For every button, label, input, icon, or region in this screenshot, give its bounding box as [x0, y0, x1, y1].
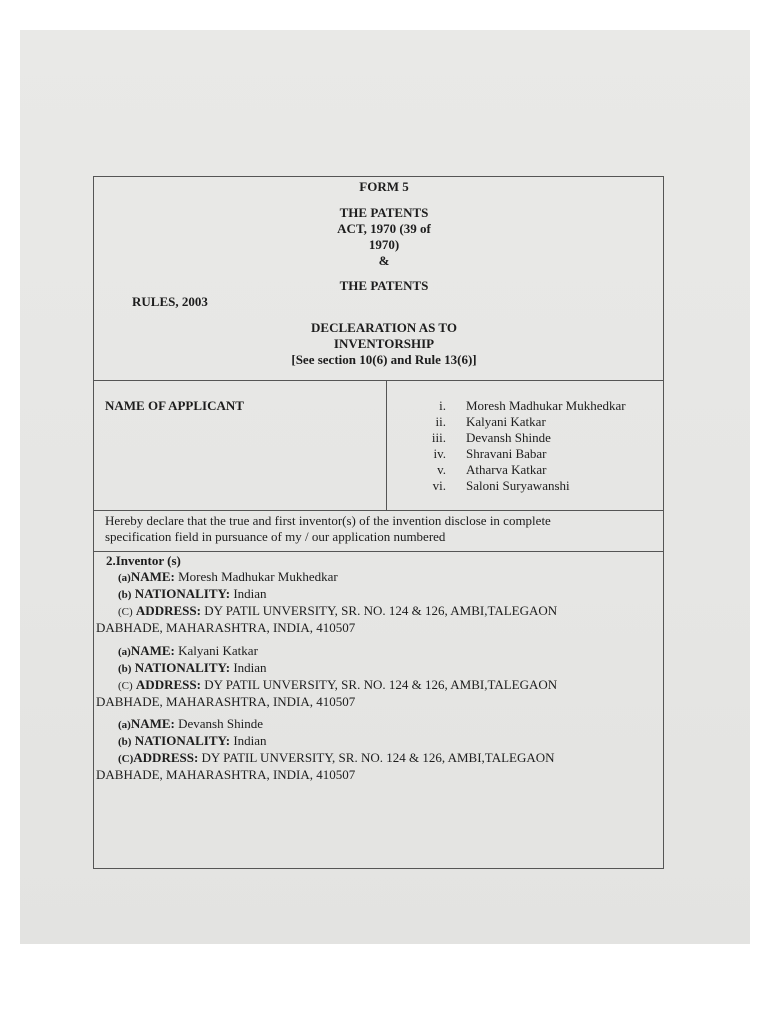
ampersand: & — [378, 253, 390, 268]
declaration-title-line2: INVENTORSHIP — [333, 336, 435, 351]
nationality-prefix: (b) — [118, 589, 132, 601]
inventor-nationality: Indian — [233, 733, 267, 748]
applicant-number: i. — [439, 398, 446, 413]
applicant-number: vi. — [432, 478, 446, 493]
applicant-name-row — [416, 478, 656, 494]
inventor-nationality: Indian — [233, 586, 267, 601]
inventor-block — [96, 716, 555, 782]
applicant-name: Shravani Babar — [466, 446, 547, 461]
applicant-name-row — [416, 430, 656, 446]
inventor-name: Moresh Madhukar Mukhedkar — [178, 569, 338, 584]
patent-form — [93, 176, 664, 869]
address-prefix: (C) — [118, 753, 134, 765]
form-number: FORM 5 — [359, 179, 409, 194]
address-label: ADDRESS: — [135, 603, 201, 618]
nationality-prefix: (b) — [118, 663, 132, 675]
inventors-heading: 2.Inventor (s) — [106, 553, 181, 568]
applicant-number: iv. — [433, 446, 446, 461]
act-title-line3: 1970) — [368, 237, 400, 252]
column-divider — [386, 380, 387, 510]
applicant-number: ii. — [435, 414, 446, 429]
applicant-name: Kalyani Katkar — [466, 414, 546, 429]
inventor-address-line1: DY PATIL UNVERSITY, SR. NO. 124 & 126, AMBI,TALEGAON — [201, 750, 555, 765]
nationality-label: NATIONALITY: — [134, 586, 231, 601]
inventor-address-line2: DABHADE, MAHARASHTRA, INDIA, 410507 — [96, 620, 356, 635]
name-prefix: (a) — [118, 646, 131, 658]
nationality-label: NATIONALITY: — [134, 733, 231, 748]
inventor-address-line2: DABHADE, MAHARASHTRA, INDIA, 410507 — [96, 694, 356, 709]
rules-title-line2: RULES, 2003 — [132, 294, 208, 309]
inventor-nationality: Indian — [233, 660, 267, 675]
applicant-name-row — [416, 462, 656, 478]
applicant-label: NAME OF APPLICANT — [105, 398, 244, 413]
applicant-number: iii. — [431, 430, 446, 445]
declaration-line2: specification field in pursuance of my / our application numbered — [105, 529, 446, 544]
applicant-name: Atharva Katkar — [466, 462, 547, 477]
inventor-address-line1: DY PATIL UNVERSITY, SR. NO. 124 & 126, AMBI,TALEGAON — [204, 603, 558, 618]
applicant-name: Devansh Shinde — [466, 430, 551, 445]
name-label: NAME: — [130, 716, 175, 731]
applicant-name: Moresh Madhukar Mukhedkar — [466, 398, 626, 413]
applicant-name-list — [416, 398, 656, 494]
inventor-block — [96, 643, 558, 709]
applicant-name-row — [416, 398, 656, 414]
row-divider — [94, 380, 663, 381]
declaration-line1: Hereby declare that the true and first inventor(s) of the invention disclose in complete — [105, 513, 551, 528]
name-prefix: (a) — [118, 719, 131, 731]
name-label: NAME: — [130, 643, 175, 658]
rules-title-line1: THE PATENTS — [339, 278, 429, 293]
name-prefix: (a) — [118, 572, 131, 584]
nationality-label: NATIONALITY: — [134, 660, 231, 675]
name-label: NAME: — [130, 569, 175, 584]
row-divider — [94, 510, 663, 511]
declaration-title-line1: DECLEARATION AS TO — [311, 320, 457, 335]
applicant-number: v. — [437, 462, 446, 477]
address-label: ADDRESS: — [133, 750, 199, 765]
address-prefix: (C) — [118, 606, 133, 618]
applicant-name-row — [416, 414, 656, 430]
act-title-line1: THE PATENTS — [339, 205, 429, 220]
inventor-block — [96, 569, 558, 635]
declaration-title-line3: [See section 10(6) and Rule 13(6)] — [291, 352, 477, 367]
address-label: ADDRESS: — [135, 677, 201, 692]
inventor-address-line2: DABHADE, MAHARASHTRA, INDIA, 410507 — [96, 767, 356, 782]
address-prefix: (C) — [118, 680, 133, 692]
nationality-prefix: (b) — [118, 736, 132, 748]
inventor-name: Kalyani Katkar — [178, 643, 258, 658]
act-title-line2: ACT, 1970 (39 of — [337, 221, 431, 236]
inventor-address-line1: DY PATIL UNVERSITY, SR. NO. 124 & 126, AMBI,TALEGAON — [204, 677, 558, 692]
inventor-name: Devansh Shinde — [178, 716, 263, 731]
applicant-name-row — [416, 446, 656, 462]
row-divider — [94, 551, 663, 552]
applicant-name: Saloni Suryawanshi — [466, 478, 570, 493]
